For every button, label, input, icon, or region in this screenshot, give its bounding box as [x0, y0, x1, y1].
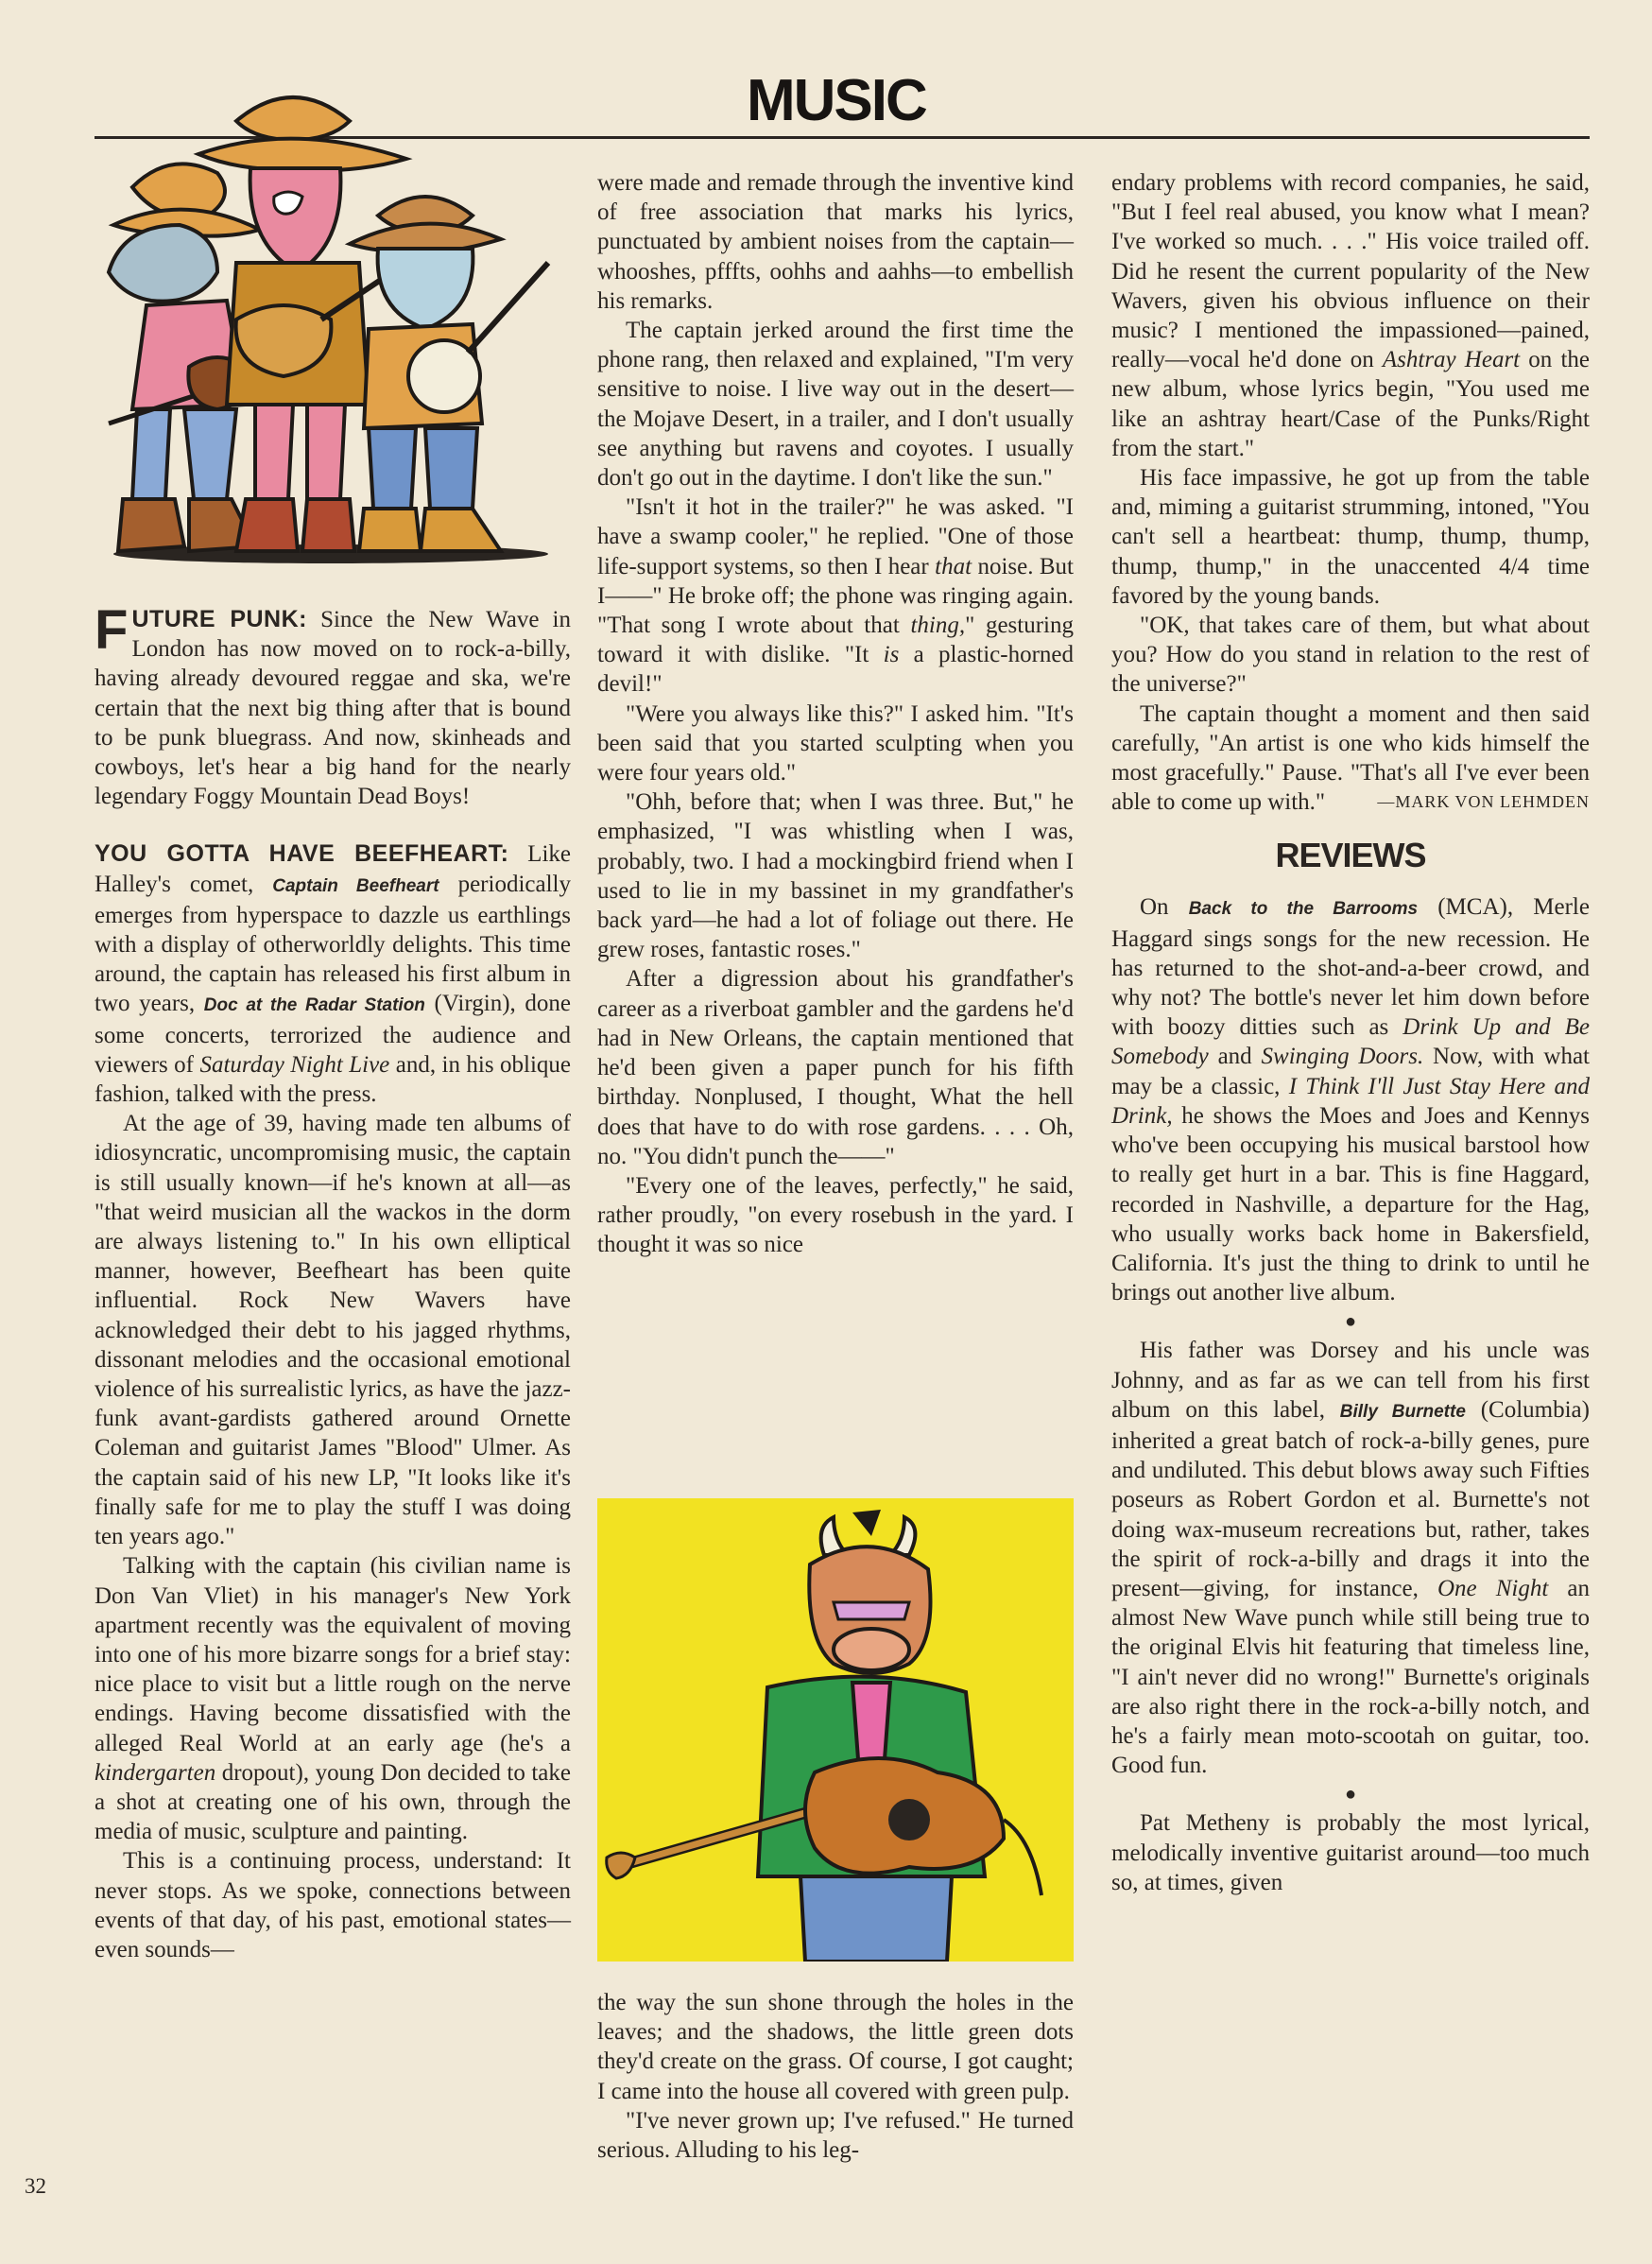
col2-paragraph-4: "Were you always like this?" I asked him. "It's been said that you started sculpting when you were four years old."	[597, 700, 1074, 786]
text-run: (Columbia) inherited a great batch of rock-a-billy genes, pure and undiluted. This debut blows away such Fifties poseurs as Robert Gordon et al. Burnette's not doing wax-museum recreations but, rather, takes the spirit of rock-a-billy and drags it into the present—giving, for instance,	[1111, 1396, 1590, 1601]
col2-paragraph-8: the way the sun shone through the holes in the leaves; and the shadows, the little green dots they'd create on the grass. Of course, I got caught; I came into the house all covered with green pulp.	[597, 1990, 1074, 2104]
artist-name: Captain Beefheart	[272, 875, 439, 896]
drop-cap: F	[95, 599, 129, 661]
text-run: endary problems with record companies, he said, "But I feel real abused, you know what I mean? I've worked so much. . . ." His voice trailed off. Did he resent the current popularity of the New Wavers, given his obvious influence on their music? I mentioned the impassioned—pained, really—vocal he'd done on	[1111, 170, 1590, 373]
album-title: Doc at the Radar Station	[203, 995, 425, 1016]
song-title: Drink Up and Be Somebody	[1111, 1014, 1590, 1070]
review-burnette	[1111, 1336, 1590, 1780]
column-2-lower	[597, 1988, 1074, 2165]
cowboy-band-illustration	[95, 83, 567, 575]
col2-paragraph-1: were made and remade through the inventive kind of free association that marks his lyrics, punctuated by ambient noises from the captain—whooshes, pfffts, oohhs and aahhs—to embellish his remarks.	[597, 170, 1074, 314]
emphasis: kindergarten	[95, 1759, 216, 1786]
reviews-heading: REVIEWS	[1275, 836, 1426, 875]
text-run: Talking with the captain (his civilian name is Don Van Vliet) in his manager's New York apartment recently was the equivalent of moving into one of his more bizarre songs for a brief stay: nice place to visit but a little rough on the nerve endings. Having become dissatisfied with the alleged Real World at an early age (he's a	[95, 1553, 571, 1756]
text-run: On	[1140, 894, 1189, 921]
text-run: he shows the Moes and Joes and Kennys who've been occupying his musical barstool how to really get hurt in a bar. This is fine Haggard, recorded in Nashville, a departure for the Hag, who usually works back home in Bakersfield, California. It's just the thing to drink to until he brings out another live album.	[1111, 1102, 1590, 1306]
text-run: The captain thought a moment and then said carefully, "An artist is one who kids himself the most gracefully." Pause. "That's all I've ever been able to come up with."	[1111, 700, 1590, 816]
future-punk-text: Since the New Wave in London has now moved on to rock-a-billy, having already devoured reggae and ska, we're certain that the next big thing after that is bound to be punk bluegrass. And now, skinheads and cowboys, let's hear a big hand for the nearly legendary Foggy Mountain Dead Boys!	[95, 607, 571, 810]
song-title: I Think I'll Just Stay Here and Drink,	[1111, 1073, 1591, 1129]
emphasis: that	[935, 553, 972, 579]
author-signature: —MARK VON LEHMDEN	[1377, 792, 1590, 812]
text-run: and	[1208, 1044, 1262, 1070]
col3-paragraph-2: His face impassive, he got up from the table and, miming a guitarist strumming, intoned, "You can't sell a heartbeat: thump, thump, thump, thump, thump," in the unaccented 4/4 time favored by the young bands.	[1111, 465, 1590, 609]
review-metheny: Pat Metheny is probably the most lyrical, melodically inventive guitarist around—too much so, at times, given	[1111, 1810, 1590, 1895]
text-run: a plastic-horned devil!"	[597, 642, 1074, 698]
text-run: dropout), young Don decided to take a shot at creating one of his own, through the media of music, sculpture and painting.	[95, 1759, 571, 1845]
col2-paragraph-2: The captain jerked around the first time the phone rang, then relaxed and explained, "I'm very sensitive to noise. I live way out in the desert—the Mojave Desert, in a trailer, and I don't usually see anything but ravens and coyotes. I usually don't go out in the daytime. I don't like the sun."	[597, 318, 1074, 492]
song-title: Ashtray Heart	[1382, 347, 1521, 373]
text-run: " gesturing toward it with dislike. "It	[597, 613, 1074, 668]
bull-guitarist-illustration	[597, 1498, 1074, 1962]
artist-name: Billy Burnette	[1339, 1401, 1466, 1422]
text-run: (Virgin), done some concerts, terrorized the audience and viewers of	[95, 991, 571, 1078]
col2-paragraph-7: "Every one of the leaves, perfectly," he said, rather proudly, "on every rosebush in the yard. I thought it was so nice	[597, 1172, 1074, 1258]
column-2	[597, 168, 1074, 1260]
column-3	[1111, 168, 1590, 1897]
emphasis: is	[883, 642, 900, 668]
beefheart-kicker: YOU GOTTA HAVE BEEFHEART:	[95, 840, 509, 868]
col3-paragraph-3: "OK, that takes care of them, but what about you? How do you stand in relation to the rest of the universe?"	[1111, 613, 1590, 698]
col3-paragraph-1	[1111, 168, 1590, 463]
section-bullet: ●	[1344, 1784, 1357, 1806]
beefheart-paragraph-4: This is a continuing process, understand: It never stops. As we spoke, connections between events of that day, of his past, emotional states—even sounds—	[95, 1848, 571, 1962]
col2-paragraph-3	[597, 493, 1074, 699]
text-run: noise. But I——" He broke off; the phone was ringing again. "That song I wrote about that	[597, 553, 1074, 639]
col3-paragraph-4	[1111, 700, 1590, 818]
show-title: Saturday Night Live	[199, 1051, 390, 1078]
review-haggard	[1111, 892, 1590, 1307]
text-run: an almost New Wave punch while still being true to the original Elvis hit featuring that timeless line, "I ain't never did no wrong!" Burnette's originals are also right there in the rock-a-billy notch, and he's a fairly mean moto-scootah on guitar, too. Good fun.	[1111, 1575, 1590, 1779]
beefheart-intro	[95, 839, 571, 1109]
emphasis: thing,	[910, 613, 966, 639]
song-title: One Night	[1437, 1575, 1549, 1601]
bull-drawing	[597, 1498, 1074, 1962]
text-run: and, in his oblique fashion, talked with the press.	[95, 1051, 571, 1108]
text-run: Now, with what may be a classic,	[1111, 1044, 1590, 1099]
text-run: periodically emerges from hyperspace to dazzle us earthlings with a display of otherworldly delights. This time around, the captain has released his first album in two years,	[95, 871, 571, 1017]
banjo-player-figure	[350, 197, 548, 551]
col2-paragraph-6: After a digression about his grandfather's career as a riverboat gambler and the gardens he'd had in New Orleans, the captain mentioned that he'd been given a paper punch for his fifth birthday. Nonplused, I thought, What the hell does that have to do with rose gardens. . . . Oh, no. "You didn't punch the——"	[597, 966, 1074, 1169]
text-run: (MCA), Merle Haggard sings songs for the new recession. He has returned to the shot-and-a-beer crowd, and why not? The bottle's never let him down before with boozy ditties such as	[1111, 894, 1590, 1041]
section-bullet: ●	[1344, 1311, 1357, 1333]
song-title: Swinging Doors.	[1261, 1044, 1424, 1070]
beefheart-paragraph-2: At the age of 39, having made ten albums of idiosyncratic, uncompromising music, the captain is still usually known—if he's known at all—as "that weird musician all the wackos in the dorm are always listening to." In his own elliptical manner, however, Beefheart has been quite influential. Rock New Wavers have acknowledged their debt to his jagged rhythms, dissonant melodies and the occasional emotional violence of his surrealistic lyrics, as have the jazz-funk avant-gardists gathered around Ornette Coleman and guitarist James "Blood" Ulmer. As the captain said of his new LP, "It looks like it's finally safe for me to play the stuff I was doing ten years ago."	[95, 1111, 571, 1550]
future-punk-kicker: UTURE PUNK:	[131, 606, 307, 632]
col2-paragraph-5: "Ohh, before that; when I was three. But," he emphasized, "I was whistling when I was, probably, two. I had a mockingbird friend when I used to lie in my bassinet in my grandfather's back yard—he had a lot of foliage out there. He grew roses, fantastic roses."	[597, 789, 1074, 963]
text-run: on the new album, whose lyrics begin, "You used me like an ashtray heart/Case of the Punks/Right from the start."	[1111, 347, 1590, 461]
text-run: "Isn't it hot in the trailer?" he was asked. "I have a swamp cooler," he replied. "One of those life-support systems, so then I hear	[597, 494, 1074, 579]
page-title: MUSIC	[747, 68, 926, 133]
beefheart-paragraph-3	[95, 1551, 571, 1846]
column-1	[95, 599, 571, 1964]
page-number: 32	[25, 2174, 46, 2198]
future-punk-item	[95, 599, 571, 811]
col2-paragraph-9: "I've never grown up; I've refused." He turned serious. Alluding to his leg-	[597, 2107, 1074, 2164]
album-title: Back to the Barrooms	[1188, 899, 1419, 920]
text-run: His father was Dorsey and his uncle was Johnny, and as far as we can tell from his first album on this label,	[1111, 1338, 1590, 1423]
text-run: Like Halley's comet,	[95, 841, 571, 897]
